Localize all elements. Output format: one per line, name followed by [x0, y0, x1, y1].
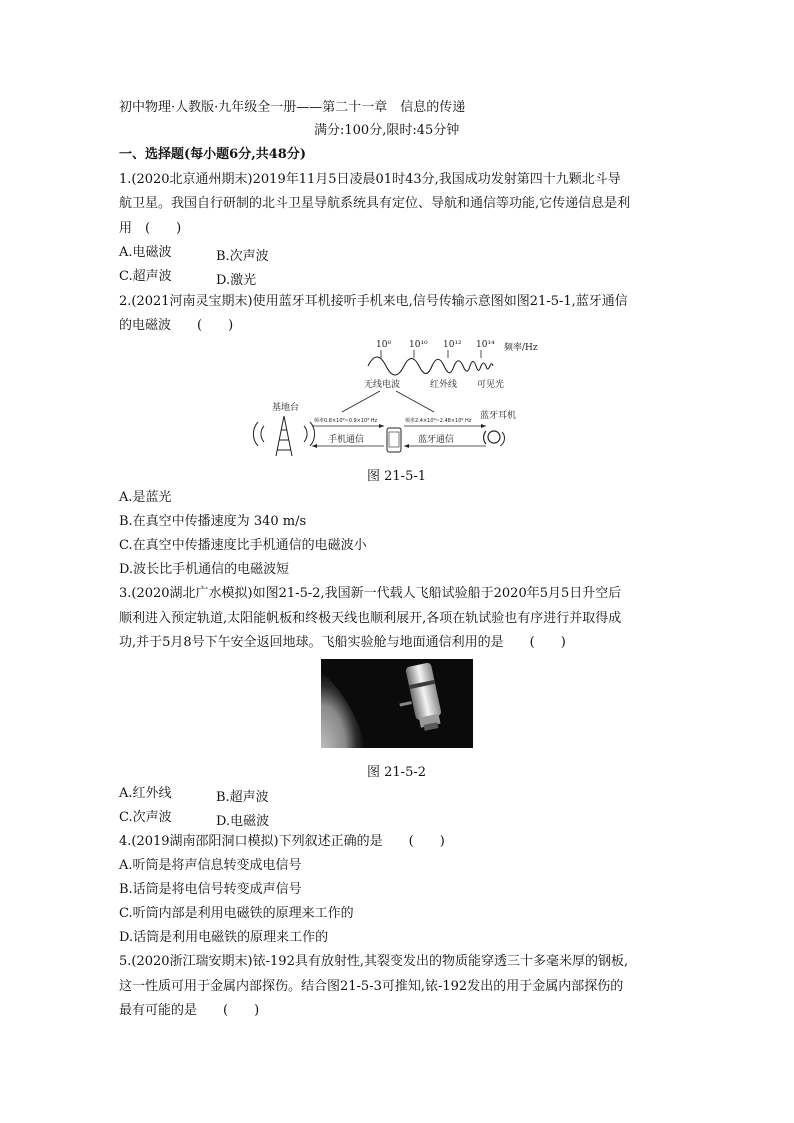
- question-4-option-c: C.听筒内部是利用电磁铁的原理来工作的: [119, 906, 354, 921]
- question-1-option-d: D.激光: [216, 273, 257, 288]
- question-5-line-3: 最有可能的是 ( ): [119, 1003, 260, 1018]
- question-4-option-a: A.听筒是将声信息转变成电信号: [119, 858, 302, 873]
- figure-21-5-1: [250, 336, 550, 460]
- question-3-line-3: 功,并于5月8号下午安全返回地球。飞船实验舱与地面通信利用的是 ( ): [119, 635, 566, 650]
- question-4-option-b: B.话筒是将电信号转变成声信号: [119, 882, 302, 897]
- spectrum-wave: [368, 357, 493, 375]
- arrow-line-right: [396, 391, 434, 412]
- bluetooth-comm-label: 蓝牙通信: [418, 435, 455, 445]
- question-5-line-2: 这一性质可用于金属内部探伤。结合图21-5-3可推知,铱-192发出的用于金属内部探伤的: [119, 979, 624, 994]
- band-visible-label: 可见光: [477, 380, 505, 390]
- question-3-option-a: A.红外线: [119, 786, 172, 801]
- question-3-line-2: 顺利进入预定轨道,太阳能帆板和终极天线也顺利展开,各项在轨试验也有序进行并取得成: [119, 611, 622, 626]
- freq-mark-2: 10¹⁰: [409, 340, 428, 350]
- question-1-line-3: 用 ( ): [119, 221, 182, 236]
- figure-21-5-1-caption: 图 21-5-1: [367, 469, 427, 484]
- question-2-option-c: C.在真空中传播速度比手机通信的电磁波小: [119, 538, 367, 553]
- question-1-option-c: C.超声波: [119, 269, 172, 284]
- question-2-option-d: D.波长比手机通信的电磁波短: [119, 562, 290, 577]
- question-5-line-1: 5.(2020浙江瑞安期末)铱-192具有放射性,其裂变发出的物质能穿透三十多毫米厚的钢板,: [119, 954, 629, 969]
- question-4-option-d: D.话筒是利用电磁铁的原理来工作的: [119, 930, 329, 945]
- question-2-line-1: 2.(2021河南灵宝期末)使用蓝牙耳机接听手机来电,信号传输示意图如图21-5-1,蓝牙通信: [119, 294, 628, 309]
- band-radio-label: 无线电波: [364, 380, 401, 390]
- bluetooth-earphone-label: 蓝牙耳机: [480, 411, 517, 421]
- arrow-head-left-2: [404, 444, 409, 448]
- page-subtitle: 满分:100分,限时:45分钟: [314, 123, 460, 138]
- arrow-head-left-1: [312, 444, 317, 448]
- question-2-option-a: A.是蓝光: [119, 490, 172, 505]
- base-station-label: 基地台: [272, 403, 300, 413]
- arrow-line-left: [342, 391, 380, 412]
- section-heading: 一、选择题(每小题6分,共48分): [119, 147, 306, 162]
- phone-frequency-label: 频率0.8×10⁹~0.9×10⁹ Hz: [314, 418, 378, 424]
- question-3-option-b: B.超声波: [216, 790, 269, 805]
- bluetooth-earphone-icon: [484, 431, 505, 446]
- base-station-icon: [253, 416, 314, 456]
- question-2-option-b: B.在真空中传播速度为 340 m/s: [119, 514, 307, 529]
- phone-comm-label: 手机通信: [328, 435, 365, 445]
- question-1-line-2: 航卫星。我国自行研制的北斗卫星导航系统具有定位、导航和通信等功能,它传递信息是利: [119, 196, 631, 211]
- question-2-line-2: 的电磁波 ( ): [119, 318, 234, 333]
- question-4-line-1: 4.(2019湖南邵阳洞口模拟)下列叙述正确的是 ( ): [119, 834, 445, 849]
- question-3-option-c: C.次声波: [119, 810, 172, 825]
- arrow-head-right-2: [481, 424, 486, 428]
- question-1-option-b: B.次声波: [216, 249, 269, 264]
- arrow-head-right-1: [379, 424, 384, 428]
- band-ir-label: 红外线: [430, 380, 458, 390]
- question-3-option-d: D.电磁波: [216, 814, 270, 829]
- page-title: 初中物理·人教版·九年级全一册——第二十一章 信息的传递: [119, 100, 466, 115]
- freq-mark-4: 10¹⁴: [476, 340, 495, 350]
- freq-mark-1: 10⁸: [376, 340, 392, 350]
- figure-21-5-2-spacecraft-photo: [321, 659, 473, 748]
- bluetooth-frequency-label: 频率2.4×10⁹~2.48×10⁹ Hz: [405, 418, 472, 424]
- mobile-phone-icon: [387, 428, 401, 452]
- question-3-line-1: 3.(2020湖北广水模拟)如图21-5-2,我国新一代载人飞船试验船于2020年5月5日升空后: [119, 586, 622, 601]
- question-1-line-1: 1.(2020北京通州期末)2019年11月5日凌晨01时43分,我国成功发射第四十九颗北斗导: [119, 172, 621, 187]
- question-1-option-a: A.电磁波: [119, 245, 172, 260]
- figure-21-5-2-caption: 图 21-5-2: [367, 765, 427, 780]
- freq-unit-label: 频率/Hz: [504, 343, 538, 353]
- freq-mark-3: 10¹²: [443, 340, 462, 350]
